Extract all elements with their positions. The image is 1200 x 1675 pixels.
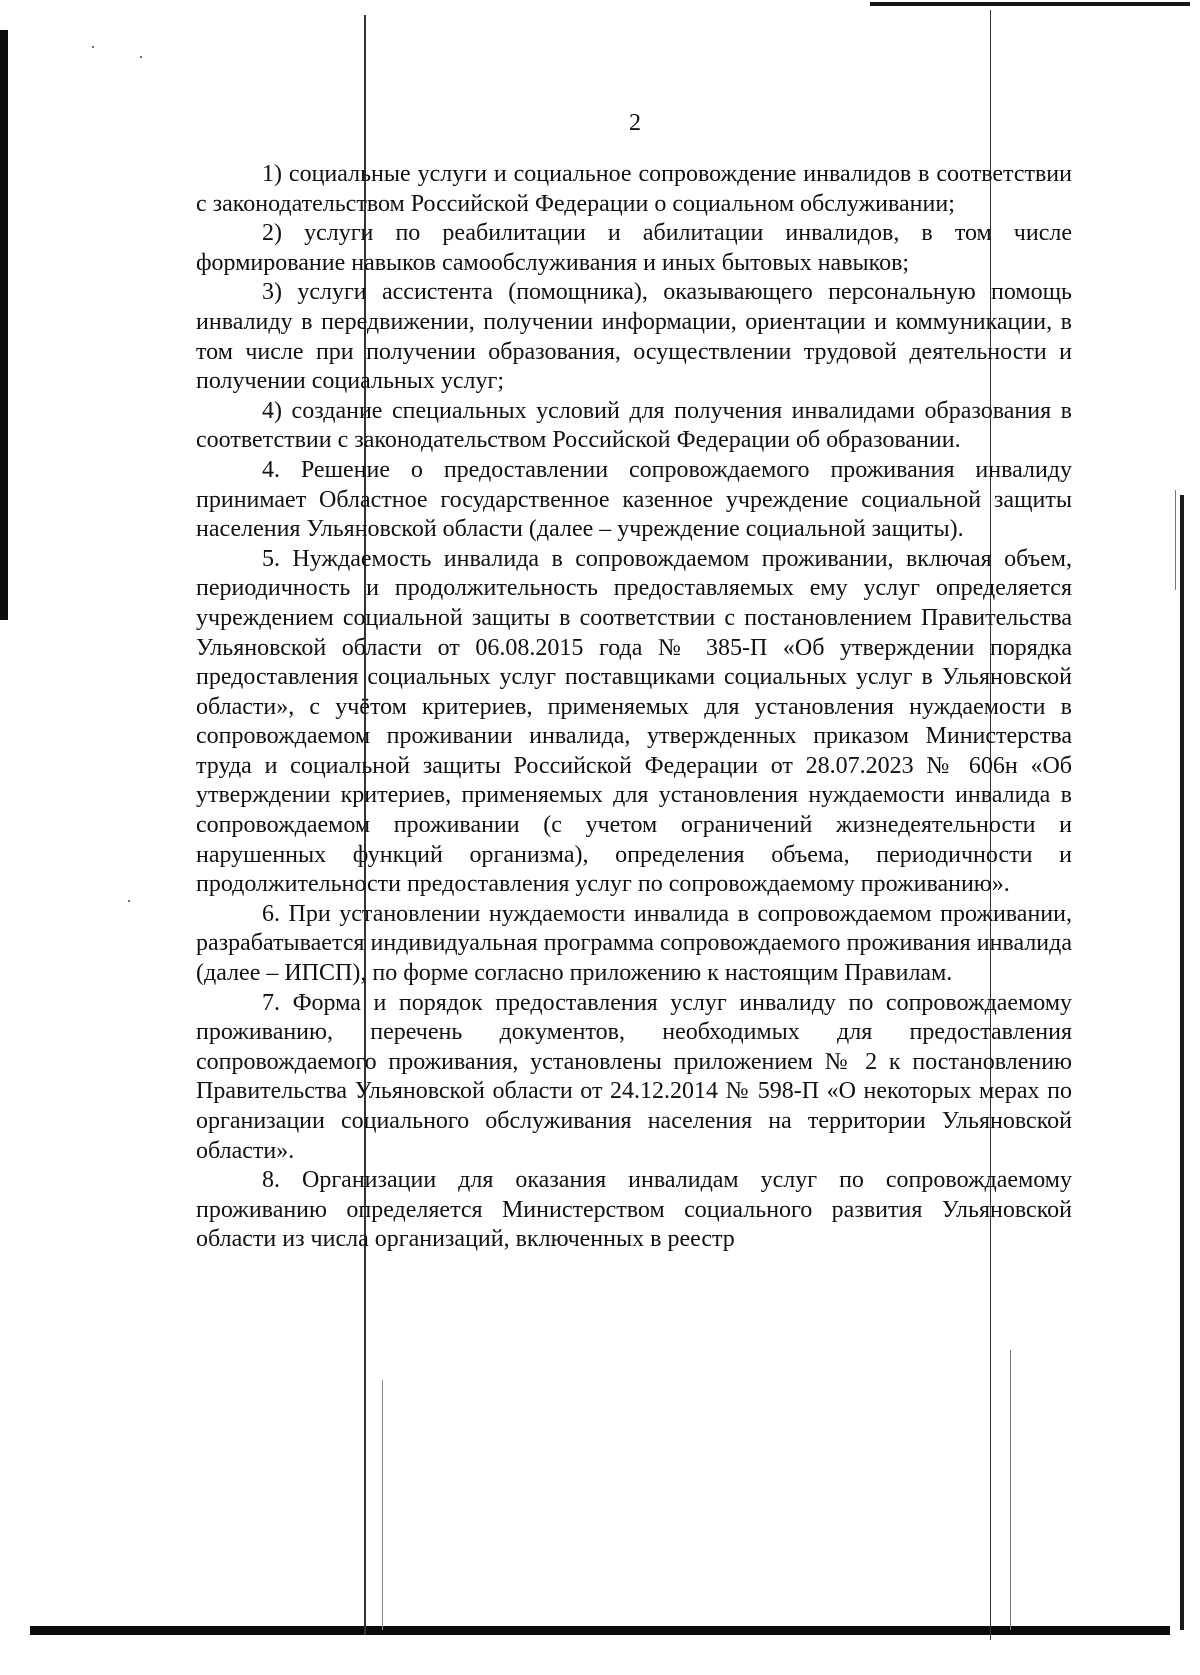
scan-edge-top bbox=[870, 2, 1190, 6]
page-number: 2 bbox=[629, 110, 641, 136]
scan-fold-line bbox=[1010, 1350, 1011, 1630]
clause-8: 8. Организации для оказания инвалидам услуг по сопровождаемому проживанию определяется Министерством социального развития Ульяновской области из числа организаций, включенных в реестр bbox=[196, 1167, 1072, 1253]
scan-speck bbox=[128, 900, 130, 902]
scan-edge-right bbox=[1180, 495, 1184, 1630]
clause-4: 4. Решение о предоставлении сопровождаемого проживания инвалиду принимает Областное государственное казенное учреждение социальной защиты населения Ульяновской области (далее – учреждение социальной защиты). bbox=[196, 456, 1072, 543]
clause-6: 6. При установлении нуждаемости инвалида в сопровождаемом проживании, разрабатывается индивидуальная программа сопровождаемого проживания инвалида (далее – ИПСП), по форме согласно приложению к настоящим Правилам. bbox=[196, 900, 1072, 987]
scan-speck bbox=[92, 46, 94, 48]
clause-7: 7. Форма и порядок предоставления услуг инвалиду по сопровождаемому проживанию, перечень документов, необходимых для предоставления сопровождаемого проживания, установлены приложением № 2 к постановлению Правительства Ульяновской области от 24.12.2014 № 598-П «О некоторых мерах по организации социального обслуживания населения на территории Ульяновской области». bbox=[196, 989, 1072, 1164]
clause-5: 5. Нуждаемость инвалида в сопровождаемом проживании, включая объем, периодичность и продолжительность предоставляемых ему услуг определяется учреждением социальной защиты в соответствии с постановлением Правительства Ульяновской области от 06.08.2015 года № 385-П «Об утверждении порядка предоставления социальных услуг поставщиками социальных услуг в Ульяновской области», с учётом критериев, применяемых для установления нуждаемости в сопровождаемом проживании инвалида, утвержденных приказом Министерства труда и социальной защиты Российской Федерации от 28.07.2023 № 606н «Об утверждении критериев, применяемых для установления нуждаемости инвалида в сопровождаемом проживании (с учетом ограничений жизнедеятельности и нарушенных функций организма), определения объема, периодичности и продолжительности предоставления услуг по сопровождаемому проживанию». bbox=[196, 545, 1072, 898]
list-item-social-services: 1) социальные услуги и социальное сопровождение инвалидов в соответствии с законодательством Российской Федерации о социальном обслуживании; bbox=[196, 161, 1072, 217]
scan-speck bbox=[140, 56, 142, 58]
scan-edge-bottom bbox=[30, 1626, 1170, 1635]
list-item-rehabilitation: 2) услуги по реабилитации и абилитации инвалидов, в том числе формирование навыков самообслуживания и иных бытовых навыков; bbox=[196, 220, 1072, 276]
scan-fold-line bbox=[1175, 490, 1176, 590]
list-item-education: 4) создание специальных условий для получения инвалидами образования в соответствии с законодательством Российской Федерации об образовании. bbox=[196, 397, 1072, 454]
list-item-assistant: 3) услуги ассистента (помощника), оказывающего персональную помощь инвалиду в передвижении, получении информации, ориентации и коммуникации, в том числе при получении образования, осуществлении трудовой деятельности и получении социальных услуг; bbox=[196, 279, 1072, 395]
scan-fold-line bbox=[382, 1380, 383, 1630]
document-body bbox=[196, 160, 1072, 1255]
